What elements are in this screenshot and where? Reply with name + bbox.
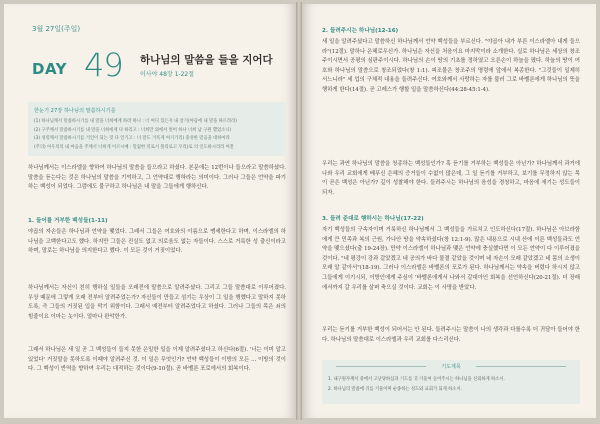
page-title: 하나님의 말씀을 들을 지어다: [140, 54, 273, 66]
reading-box: [28, 102, 286, 156]
prayer-box-title: 기도제목: [441, 364, 461, 370]
day-label: DAY: [32, 60, 67, 78]
right-page: [302, 4, 596, 418]
scripture-reference: 이사야 48장 1-22절: [140, 71, 195, 78]
date-label: 3월 27일(주일): [32, 25, 81, 33]
section-heading-1: 1. 들어를 거부한 백성들(1-11): [28, 218, 108, 224]
body-paragraph: 그래서 하나님은 새 일 곧 그 백성들이 들지 못한 은밀한 일을 이제 알려주셨다고 하신다(6절). '너는 이미 알고 있었다' 거짓말을 못하도록 이때야 알려주신 것. 이 일은 무엇인가? 언약 백성들이 이방의 모든 ... 이방의 것이다. 그 백성이 반역을 향하여 우리는 대적하는 것이다(9-10절). 곧 바벨론 포로에서의 회복이다.: [28, 347, 286, 373]
day-number: 49: [84, 46, 123, 84]
body-paragraph: 새 일을 알려주셨다고 말씀하신 하나님께서 언약 백성들을 부르신다. "야곱아 내가 부른 이스라엘아 내게 들으라"(12절). 말하나 은혜로우신가. 하나님은 자신을 처음이요 마지막이라 소개한다. 실로 하나님은 세상의 창조주이시면서 공평의 심판주이시다. 하나님의 손이 땅의 기초를 정하였고 오른손이 하늘을 폈다. 하늘의 땅이 여호와 하나님의 말씀으로 창조되었다(창 1:1). 피조물은 창조주의 명령에 앞에서 복종한다. "그것들이 일제히 서느니라" 세 업의 구체적 내용을 들려주신다. 여호와께서 사랑하는 자를 불러 그로 바벨론에게 하나님의 뜻을 행하게 한다(14절). 곧 고레스가 행할 일을 말씀하신다(44:28-45:1-4).: [322, 39, 580, 93]
reading-box-title: 한눈기 27장 하나님의 말씀하시기를: [34, 108, 116, 114]
reading-box-line: (2) 구주께서 말씀하시기를 내 말을 너희에게 다 하리고 : 너희만 외에서 벗어 하나 너희 남 구원 했었소니): [34, 127, 232, 133]
prayer-item: 1. 내구원자께서 중에서 고난당하심과 기도를 귀 기울여 들어주시는 하나님을 신뢰하게 하소서.: [328, 377, 505, 382]
body-paragraph: 자기 백성들의 구속자이며 거룩하신 하나님께서 그 백성들을 가르치고 인도하신다(17절). 하나님은 아브라함에게 큰 민족과 복의 근원, 가나안 땅을 약속하셨다(창 12:1-9). 많은 내용으로 시내 산에 이른 백성들과도 언약을 맺으셨다(출 19-24장). 만약 이스라엘이 하나님과 맺은 언약에 충실했다면 이 모든 언약이 다 이루어졌을 것이다. "네 평강이 강과 같았겠고 네 공의가 바다 물결 같았을 것이며 네 자손이 모래 같았겠고 네 몸의 소생이 모래 알 같아서"(18-19). 그러나 이스라엘은 바벨론의 포로가 된다. 하나님께서는 약속을 버렸다 하시지 않고 그들에게 이기시되, 이방인에게 주심이 '바벨론에게서 나와서 갈대아인 회복을 선언하신다(20-21절). 더 장래에서까지 갈 우리를 살펴 축으실 것이다. 교회는 이 사명을 받았다.: [322, 227, 580, 291]
section-heading-3: 3. 들려 준대로 행하시는 하나님(17-22): [322, 216, 424, 222]
prayer-box: [322, 360, 580, 404]
section-heading-2: 2. 들려주시는 하나님(12-16): [322, 28, 399, 34]
reading-box-line: (주의) 여우의의 내 마음을 주께서 너희게 이르시매 : 말없한 의로서 볼리로고 우리)로 의 인도하시리라 여잔: [34, 144, 234, 150]
left-page: [4, 4, 296, 418]
reading-box-line: (1) 하나님께서 말씀하시기를 내 말을 너희에게 하려 하니 : 너 여디 있든지 내 살기(야곱에 내 말을 따르라라): [34, 119, 237, 124]
body-paragraph: 우리는 과연 하나님의 말씀을 청종하는 백성들인가? 혹 듣기를 거부하는 백성들은 아닌가? 하나님께서 과거에 나와 우리 교회에게 베푸신 은혜의 증거들이 수없이 많은데, 그 일 듣기를 거부하고, 보기를 무정하지 않는 목이 곧은 백성은 아닌가? 깊이 성찰해야 한다. 들려주시는 하나님의 음성을 경청하고, 마음에 새기는 성도들이 되자.: [322, 161, 580, 196]
reading-box-line: (3) 성령께서 말씀하시기를 거인이 되는 것 다 알기고 : 너 말도 거룩게 여기기리) 충성한 믿음을 대하여라: [34, 136, 230, 141]
body-paragraph: 하나님께서는 자신이 친히 행하실 일들을 오래전에 말씀으로 알려주셨다. 그리고 그들 말씀대로 이루어졌다. 우상 때문에 그렇게 오래 전부터 알려주었는가? 자신들이 만들고 섬기는 우상이 그 일을 행했다고 말하지 못하도록, 즉 그들의 거짓된 입을 막기 위함이다. 그래서 예전부터 알려주었다고 하셨다. 그러나 그들의 목은 쇠의 힘줄이요 이마는 놋이다. 얼마나 완악한가.: [28, 285, 286, 320]
intro-paragraph: 하나님께서는 이스라엘을 향하여 하나님의 말씀을 들으라고 하셨다. 본문에는 12번이나 들으라고 말씀하셨다. 말씀을 듣는다는 것은 하나님의 말씀을 기억하고, 그 언약대로 행하라는 의미이다. 그러나 그들은 언약을 파기하는 백성이 되었다. 그럼에도 불구하고 하나님은 내 말을 그들에게 행하신다.: [28, 165, 286, 191]
body-paragraph: 야곱의 자손들은 하나님과 언약을 맺었다. 그래서 그들은 여호와의 이름으로 맹세한다고 하며, 이스라엘의 하나님을 고백한다고도 했다. 하지만 그들은 진실도 없고 의로움도 없는 자들이다. 스스로 거룩한 성 출신이라고 하며, 말로는 하나님을 의지한다고 했다. 이 모든 것이 거짓이었다.: [28, 229, 286, 255]
prayer-item: 2. 하나님의 말씀에 귀를 기울이며 순종하는 성도와 교회가 되게 하소서.: [328, 387, 462, 392]
body-paragraph: 우리는 듣기를 거부한 백성이 되어서는 안 된다. 들려주시는 말씀이 나의 생각과 다를수록 더 귀담아 들어야 한다. 하나님의 말씀대로 이스라엘과 우리 교회를 다스리신다.: [322, 327, 580, 343]
